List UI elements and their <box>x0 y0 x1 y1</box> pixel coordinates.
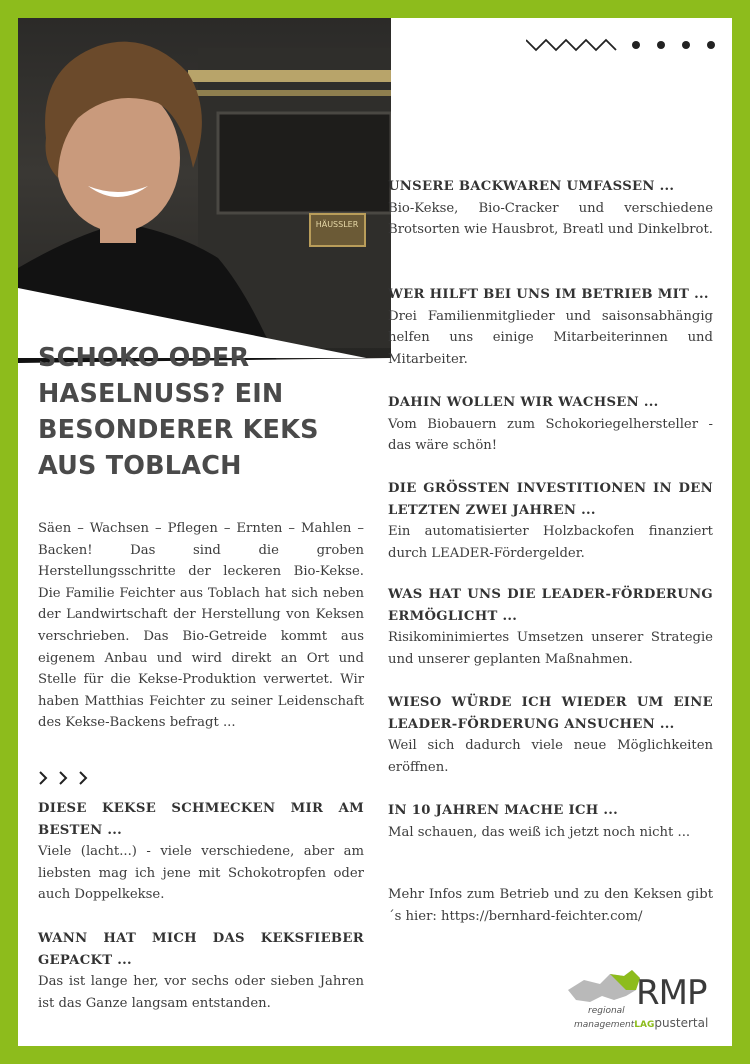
question: UNSERE BACKWAREN UMFASSEN ... <box>388 179 675 194</box>
question: WANN HAT MICH DAS KEKSFIEBER GEPACKT ... <box>38 931 364 968</box>
qa-item <box>38 798 364 906</box>
qa-item <box>38 928 364 1014</box>
qa-item <box>388 392 713 457</box>
question: DIE GRÖSSTEN INVESTITIONEN IN DEN LETZTEN ZWEI JAHREN ... <box>388 481 713 518</box>
answer: Risikominimiertes Umsetzen unserer Strategie und unserer geplanten Maßnahmen. <box>388 630 713 667</box>
question: WAS HAT UNS DIE LEADER-FÖRDERUNG ERMÖGLICHT ... <box>388 587 713 624</box>
answer: Bio-Kekse, Bio-Cracker und verschiedene Brotsorten wie Hausbrot, Breatl und Dinkelbrot. <box>388 200 713 238</box>
logo-region: pustertal <box>654 1016 709 1030</box>
qa-item <box>388 584 713 670</box>
logo-letters: RMP <box>636 973 707 1013</box>
qa-item <box>388 176 713 241</box>
answer: Das ist lange her, vor sechs oder sieben Jahren ist das Ganze langsam entstanden. <box>38 974 364 1011</box>
qa-item <box>388 284 713 370</box>
more-info-text: Mehr Infos zum Betrieb und zu den Keksen gibt´s hier: https://bernhard-feichter.com/ <box>388 887 713 924</box>
answer: Weil sich dadurch viele neue Möglichkeiten eröffnen. <box>388 738 713 775</box>
answer: Ein automatisierter Holzbackofen finanziert durch LEADER-Fördergelder. <box>388 524 713 561</box>
question: WIESO WÜRDE ICH WIEDER UM EINE LEADER-FÖRDERUNG ANSUCHEN ... <box>388 695 713 732</box>
question: WER HILFT BEI UNS IM BETRIEB MIT ... <box>388 287 709 302</box>
qa-item <box>388 692 713 778</box>
answer: Vom Biobauern zum Schokoriegelhersteller - das wäre schön! <box>388 416 713 454</box>
page <box>18 18 732 1046</box>
qa-item <box>388 800 713 843</box>
answer: Viele (lacht...) - viele verschiedene, aber am liebsten mag ich jene mit Schokotropfen oder auch Doppelkekse. <box>38 844 364 903</box>
logo-line2-wrap <box>574 1016 708 1030</box>
chevron-right-icons <box>38 770 98 786</box>
answer: Drei Familienmitglieder und saisonsabhängig helfen uns einige Mitarbeiterinnen und Mitarbeiter. <box>388 308 713 367</box>
page-title: SCHOKO ODER HASELNUSS? EIN BESONDERER KEKS AUS TOBLACH <box>38 343 319 481</box>
rmp-logo <box>566 966 716 1032</box>
logo-line1: regional <box>588 1006 625 1016</box>
zigzag-dots-decoration <box>526 36 716 54</box>
qa-item <box>388 478 713 564</box>
question: IN 10 JAHREN MACHE ICH ... <box>388 803 619 818</box>
answer: Mal schauen, das weiß ich jetzt noch nicht ... <box>388 824 691 840</box>
logo-lag: LAG <box>634 1020 655 1030</box>
oven-badge: HÄUSSLER <box>315 220 359 229</box>
logo-line2: management <box>574 1020 635 1030</box>
question: DAHIN WOLLEN WIR WACHSEN ... <box>388 395 659 410</box>
intro-text: Säen – Wachsen – Pflegen – Ernten – Mahlen – Backen! Das sind die groben Herstellungsschritte der leckeren Bio-Kekse. Die Familie Feichter aus Toblach hat sich neben der Landwirtschaft der Herstellung von Keksen verschrieben. Das Bio-Getreide kommt aus eigenem Anbau und wird direkt an Ort und Stelle für die Kekse-Produktion verwertet. Wir haben Matthias Feichter zu seiner Leidenschaft des Kekse-Backens befragt ... <box>38 521 364 731</box>
question: DIESE KEKSE SCHMECKEN MIR AM BESTEN ... <box>38 801 364 838</box>
